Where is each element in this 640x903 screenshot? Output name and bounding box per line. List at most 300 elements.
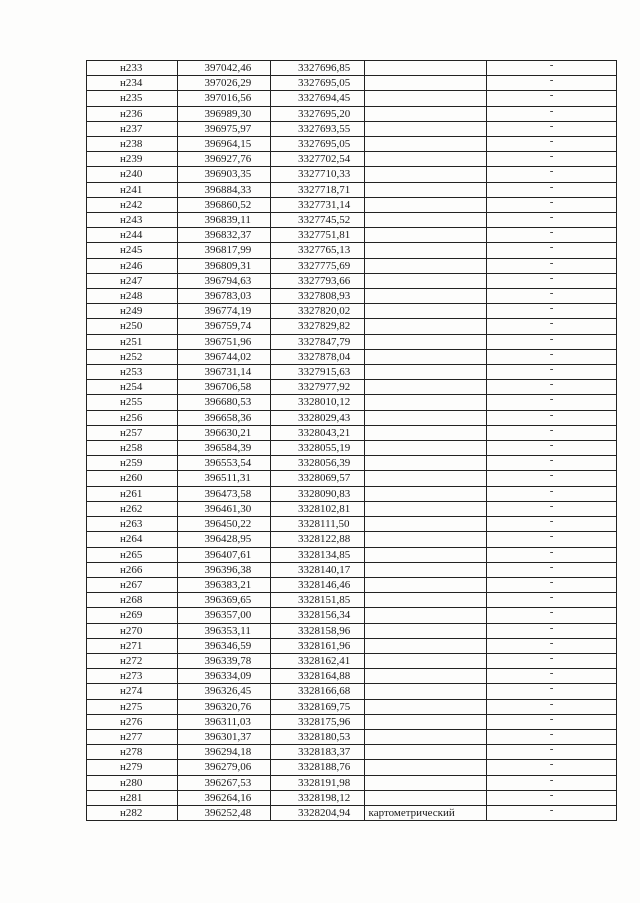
method-cell (364, 501, 487, 516)
y-coordinate-cell: 3327731,14 (271, 197, 365, 212)
note-dash: - (549, 440, 554, 452)
x-coordinate-cell: 396783,03 (177, 289, 271, 304)
point-id-cell: н253 (87, 365, 178, 380)
note-dash: - (549, 744, 554, 756)
point-id-cell: н264 (87, 532, 178, 547)
table-row (87, 395, 617, 410)
table-row (87, 623, 617, 638)
note-cell (487, 289, 617, 304)
y-coordinate-cell: 3328166,68 (271, 684, 365, 699)
x-coordinate-cell: 396346,59 (177, 638, 271, 653)
x-coordinate-cell: 396832,37 (177, 228, 271, 243)
note-dash: - (549, 683, 554, 695)
method-cell (364, 228, 487, 243)
method-cell (364, 304, 487, 319)
point-id-cell: н261 (87, 486, 178, 501)
point-id-cell: н235 (87, 91, 178, 106)
note-dash: - (549, 364, 554, 376)
y-coordinate-cell: 3328164,88 (271, 669, 365, 684)
x-coordinate-cell: 396903,35 (177, 167, 271, 182)
x-coordinate-cell: 396279,06 (177, 760, 271, 775)
method-cell (364, 152, 487, 167)
note-dash: - (549, 197, 554, 208)
method-cell (364, 365, 487, 380)
y-coordinate-cell: 3328162,41 (271, 653, 365, 668)
method-cell (364, 653, 487, 668)
method-cell (364, 608, 487, 623)
table-row (87, 258, 617, 273)
note-dash: - (549, 623, 554, 634)
note-cell (487, 167, 617, 182)
x-coordinate-cell: 396450,22 (177, 517, 271, 532)
method-cell (364, 441, 487, 456)
x-coordinate-cell: 396396,38 (177, 562, 271, 577)
table-row (87, 410, 617, 425)
y-coordinate-cell: 3328156,34 (271, 608, 365, 623)
note-dash: - (549, 318, 554, 330)
point-id-cell: н245 (87, 243, 178, 258)
method-cell (364, 638, 487, 653)
x-coordinate-cell: 396407,61 (177, 547, 271, 562)
note-dash: - (549, 714, 554, 725)
x-coordinate-cell: 396706,58 (177, 380, 271, 395)
method-cell (364, 61, 487, 76)
note-dash: - (549, 668, 554, 680)
table-row (87, 91, 617, 106)
note-cell (487, 349, 617, 364)
table-row (87, 608, 617, 623)
point-id-cell: н282 (87, 805, 178, 820)
y-coordinate-cell: 3327915,63 (271, 365, 365, 380)
table-row (87, 760, 617, 775)
x-coordinate-cell: 396461,30 (177, 501, 271, 516)
note-cell (487, 106, 617, 121)
point-id-cell: н269 (87, 608, 178, 623)
y-coordinate-cell: 3327820,02 (271, 304, 365, 319)
x-coordinate-cell: 396817,99 (177, 243, 271, 258)
y-coordinate-cell: 3328180,53 (271, 729, 365, 744)
y-coordinate-cell: 3328151,85 (271, 593, 365, 608)
y-coordinate-cell: 3328140,17 (271, 562, 365, 577)
table-row (87, 486, 617, 501)
note-cell (487, 213, 617, 228)
y-coordinate-cell: 3327693,55 (271, 121, 365, 136)
y-coordinate-cell: 3328069,57 (271, 471, 365, 486)
method-cell (364, 547, 487, 562)
note-dash: - (549, 775, 554, 786)
note-dash: - (549, 303, 554, 315)
note-cell (487, 471, 617, 486)
method-cell (364, 790, 487, 805)
table-row (87, 501, 617, 516)
x-coordinate-cell: 396989,30 (177, 106, 271, 121)
point-id-cell: н239 (87, 152, 178, 167)
x-coordinate-cell: 396264,16 (177, 790, 271, 805)
point-id-cell: н279 (87, 760, 178, 775)
y-coordinate-cell: 3328175,96 (271, 714, 365, 729)
y-coordinate-cell: 3328191,98 (271, 775, 365, 790)
note-dash: - (549, 547, 554, 558)
point-id-cell: н278 (87, 745, 178, 760)
note-dash: - (549, 349, 554, 360)
x-coordinate-cell: 396553,54 (177, 456, 271, 471)
x-coordinate-cell: 396975,97 (177, 121, 271, 136)
y-coordinate-cell: 3327745,52 (271, 213, 365, 228)
method-cell (364, 319, 487, 334)
note-cell (487, 501, 617, 516)
x-coordinate-cell: 396860,52 (177, 197, 271, 212)
x-coordinate-cell: 396353,11 (177, 623, 271, 638)
table-row (87, 729, 617, 744)
note-cell (487, 562, 617, 577)
point-id-cell: н252 (87, 349, 178, 364)
table-row (87, 593, 617, 608)
note-cell (487, 395, 617, 410)
point-id-cell: н242 (87, 197, 178, 212)
note-dash: - (549, 394, 554, 406)
note-cell (487, 91, 617, 106)
y-coordinate-cell: 3327793,66 (271, 273, 365, 288)
x-coordinate-cell: 396357,00 (177, 608, 271, 623)
note-dash: - (549, 516, 554, 528)
note-cell (487, 425, 617, 440)
method-cell (364, 714, 487, 729)
point-id-cell: н251 (87, 334, 178, 349)
point-id-cell: н281 (87, 790, 178, 805)
note-dash: - (549, 334, 554, 345)
x-coordinate-cell: 396294,18 (177, 745, 271, 760)
note-cell (487, 775, 617, 790)
method-cell (364, 623, 487, 638)
y-coordinate-cell: 3328198,12 (271, 790, 365, 805)
table-row (87, 532, 617, 547)
table-row (87, 699, 617, 714)
method-cell (364, 517, 487, 532)
y-coordinate-cell: 3327829,82 (271, 319, 365, 334)
table-row (87, 334, 617, 349)
table-row (87, 61, 617, 76)
method-cell (364, 334, 487, 349)
table-row (87, 121, 617, 136)
point-id-cell: н249 (87, 304, 178, 319)
table-row (87, 577, 617, 592)
point-id-cell: н243 (87, 213, 178, 228)
method-cell (364, 182, 487, 197)
note-dash: - (549, 592, 554, 604)
method-cell (364, 425, 487, 440)
point-id-cell: н241 (87, 182, 178, 197)
y-coordinate-cell: 3328090,83 (271, 486, 365, 501)
x-coordinate-cell: 396252,48 (177, 805, 271, 820)
table-row (87, 380, 617, 395)
table-row (87, 714, 617, 729)
y-coordinate-cell: 3328055,19 (271, 441, 365, 456)
table-row (87, 152, 617, 167)
note-dash: - (549, 151, 554, 163)
table-row (87, 319, 617, 334)
note-cell (487, 547, 617, 562)
x-coordinate-cell: 396744,02 (177, 349, 271, 364)
method-cell (364, 745, 487, 760)
note-dash: - (549, 653, 554, 664)
y-coordinate-cell: 3328161,96 (271, 638, 365, 653)
x-coordinate-cell: 396301,37 (177, 729, 271, 744)
y-coordinate-cell: 3327878,04 (271, 349, 365, 364)
y-coordinate-cell: 3327977,92 (271, 380, 365, 395)
note-dash: - (549, 729, 554, 740)
note-dash: - (549, 75, 554, 87)
method-cell (364, 258, 487, 273)
note-dash: - (549, 805, 554, 816)
y-coordinate-cell: 3327718,71 (271, 182, 365, 197)
y-coordinate-cell: 3328056,39 (271, 456, 365, 471)
note-dash: - (549, 759, 554, 771)
note-cell (487, 334, 617, 349)
x-coordinate-cell: 396369,65 (177, 593, 271, 608)
coordinates-table-body (87, 61, 617, 821)
note-cell (487, 258, 617, 273)
note-cell (487, 76, 617, 91)
method-cell (364, 562, 487, 577)
note-cell (487, 577, 617, 592)
note-dash: - (549, 379, 554, 391)
method-cell (364, 213, 487, 228)
note-cell (487, 380, 617, 395)
method-cell (364, 106, 487, 121)
note-cell (487, 684, 617, 699)
note-cell (487, 486, 617, 501)
method-cell (364, 729, 487, 744)
point-id-cell: н257 (87, 425, 178, 440)
table-row (87, 106, 617, 121)
note-dash: - (549, 607, 554, 619)
point-id-cell: н272 (87, 653, 178, 668)
note-cell (487, 182, 617, 197)
y-coordinate-cell: 3327694,45 (271, 91, 365, 106)
note-dash: - (549, 166, 554, 178)
note-dash: - (549, 90, 554, 102)
method-cell (364, 167, 487, 182)
point-id-cell: н276 (87, 714, 178, 729)
table-row (87, 562, 617, 577)
method-cell (364, 76, 487, 91)
x-coordinate-cell: 396884,33 (177, 182, 271, 197)
note-dash: - (549, 425, 554, 436)
table-row (87, 547, 617, 562)
note-dash: - (549, 212, 554, 224)
method-cell (364, 91, 487, 106)
method-cell (364, 273, 487, 288)
note-dash: - (549, 60, 554, 71)
point-id-cell: н236 (87, 106, 178, 121)
y-coordinate-cell: 3327765,13 (271, 243, 365, 258)
note-cell (487, 638, 617, 653)
point-id-cell: н280 (87, 775, 178, 790)
y-coordinate-cell: 3327695,05 (271, 76, 365, 91)
table-row (87, 197, 617, 212)
x-coordinate-cell: 396964,15 (177, 137, 271, 152)
x-coordinate-cell: 396794,63 (177, 273, 271, 288)
method-cell (364, 532, 487, 547)
note-cell (487, 410, 617, 425)
y-coordinate-cell: 3328169,75 (271, 699, 365, 714)
note-cell (487, 532, 617, 547)
y-coordinate-cell: 3328158,96 (271, 623, 365, 638)
note-dash: - (549, 273, 554, 284)
method-cell: картометрический (364, 805, 487, 820)
table-row (87, 653, 617, 668)
y-coordinate-cell: 3327702,54 (271, 152, 365, 167)
method-cell (364, 486, 487, 501)
point-id-cell: н271 (87, 638, 178, 653)
table-row (87, 213, 617, 228)
y-coordinate-cell: 3327808,93 (271, 289, 365, 304)
y-coordinate-cell: 3328102,81 (271, 501, 365, 516)
x-coordinate-cell: 396428,95 (177, 532, 271, 547)
x-coordinate-cell: 397042,46 (177, 61, 271, 76)
point-id-cell: н233 (87, 61, 178, 76)
note-cell (487, 653, 617, 668)
note-dash: - (549, 106, 554, 117)
table-row (87, 137, 617, 152)
note-dash: - (549, 577, 554, 588)
x-coordinate-cell: 396383,21 (177, 577, 271, 592)
table-row (87, 167, 617, 182)
note-cell (487, 197, 617, 212)
note-dash: - (549, 121, 554, 132)
y-coordinate-cell: 3327847,79 (271, 334, 365, 349)
note-dash: - (549, 242, 554, 254)
note-cell (487, 228, 617, 243)
note-dash: - (549, 486, 554, 497)
table-row (87, 805, 617, 820)
note-cell (487, 137, 617, 152)
y-coordinate-cell: 3327751,81 (271, 228, 365, 243)
table-row (87, 304, 617, 319)
point-id-cell: н259 (87, 456, 178, 471)
x-coordinate-cell: 396731,14 (177, 365, 271, 380)
x-coordinate-cell: 396630,21 (177, 425, 271, 440)
point-id-cell: н254 (87, 380, 178, 395)
x-coordinate-cell: 397016,56 (177, 91, 271, 106)
x-coordinate-cell: 396839,11 (177, 213, 271, 228)
point-id-cell: н238 (87, 137, 178, 152)
point-id-cell: н248 (87, 289, 178, 304)
method-cell (364, 456, 487, 471)
note-dash: - (549, 790, 554, 801)
point-id-cell: н262 (87, 501, 178, 516)
point-id-cell: н273 (87, 669, 178, 684)
y-coordinate-cell: 3328134,85 (271, 547, 365, 562)
y-coordinate-cell: 3328183,37 (271, 745, 365, 760)
note-cell (487, 273, 617, 288)
x-coordinate-cell: 397026,29 (177, 76, 271, 91)
note-dash: - (549, 136, 554, 148)
table-row (87, 471, 617, 486)
y-coordinate-cell: 3328010,12 (271, 395, 365, 410)
x-coordinate-cell: 396809,31 (177, 258, 271, 273)
note-dash: - (549, 638, 554, 649)
method-cell (364, 289, 487, 304)
x-coordinate-cell: 396267,53 (177, 775, 271, 790)
note-cell (487, 760, 617, 775)
point-id-cell: н256 (87, 410, 178, 425)
y-coordinate-cell: 3328122,88 (271, 532, 365, 547)
table-row (87, 425, 617, 440)
note-dash: - (549, 501, 554, 512)
method-cell (364, 684, 487, 699)
note-dash: - (549, 531, 554, 543)
note-cell (487, 61, 617, 76)
note-dash: - (549, 182, 554, 193)
method-cell (364, 593, 487, 608)
note-cell (487, 623, 617, 638)
point-id-cell: н247 (87, 273, 178, 288)
note-cell (487, 365, 617, 380)
x-coordinate-cell: 396751,96 (177, 334, 271, 349)
table-row (87, 182, 617, 197)
x-coordinate-cell: 396334,09 (177, 669, 271, 684)
note-cell (487, 517, 617, 532)
table-row (87, 669, 617, 684)
y-coordinate-cell: 3328111,50 (271, 517, 365, 532)
note-cell (487, 121, 617, 136)
point-id-cell: н255 (87, 395, 178, 410)
note-cell (487, 441, 617, 456)
point-id-cell: н244 (87, 228, 178, 243)
y-coordinate-cell: 3327696,85 (271, 61, 365, 76)
note-dash: - (549, 455, 554, 467)
note-cell (487, 319, 617, 334)
method-cell (364, 395, 487, 410)
note-dash: - (549, 470, 554, 482)
point-id-cell: н234 (87, 76, 178, 91)
note-cell (487, 790, 617, 805)
table-row (87, 273, 617, 288)
note-cell (487, 729, 617, 744)
note-cell (487, 152, 617, 167)
table-row (87, 638, 617, 653)
point-id-cell: н260 (87, 471, 178, 486)
method-cell (364, 699, 487, 714)
y-coordinate-cell: 3328029,43 (271, 410, 365, 425)
note-dash: - (549, 288, 554, 300)
table-row (87, 365, 617, 380)
point-id-cell: н274 (87, 684, 178, 699)
table-row (87, 349, 617, 364)
note-cell (487, 714, 617, 729)
method-cell (364, 410, 487, 425)
method-cell (364, 349, 487, 364)
table-row (87, 745, 617, 760)
y-coordinate-cell: 3327710,33 (271, 167, 365, 182)
method-cell (364, 471, 487, 486)
table-row (87, 517, 617, 532)
x-coordinate-cell: 396511,31 (177, 471, 271, 486)
method-cell (364, 121, 487, 136)
note-dash: - (549, 410, 554, 421)
note-dash: - (549, 699, 554, 710)
note-cell (487, 805, 617, 820)
table-row (87, 228, 617, 243)
point-id-cell: н240 (87, 167, 178, 182)
table-row (87, 441, 617, 456)
x-coordinate-cell: 396759,74 (177, 319, 271, 334)
note-cell (487, 593, 617, 608)
point-id-cell: н265 (87, 547, 178, 562)
note-cell (487, 669, 617, 684)
point-id-cell: н258 (87, 441, 178, 456)
